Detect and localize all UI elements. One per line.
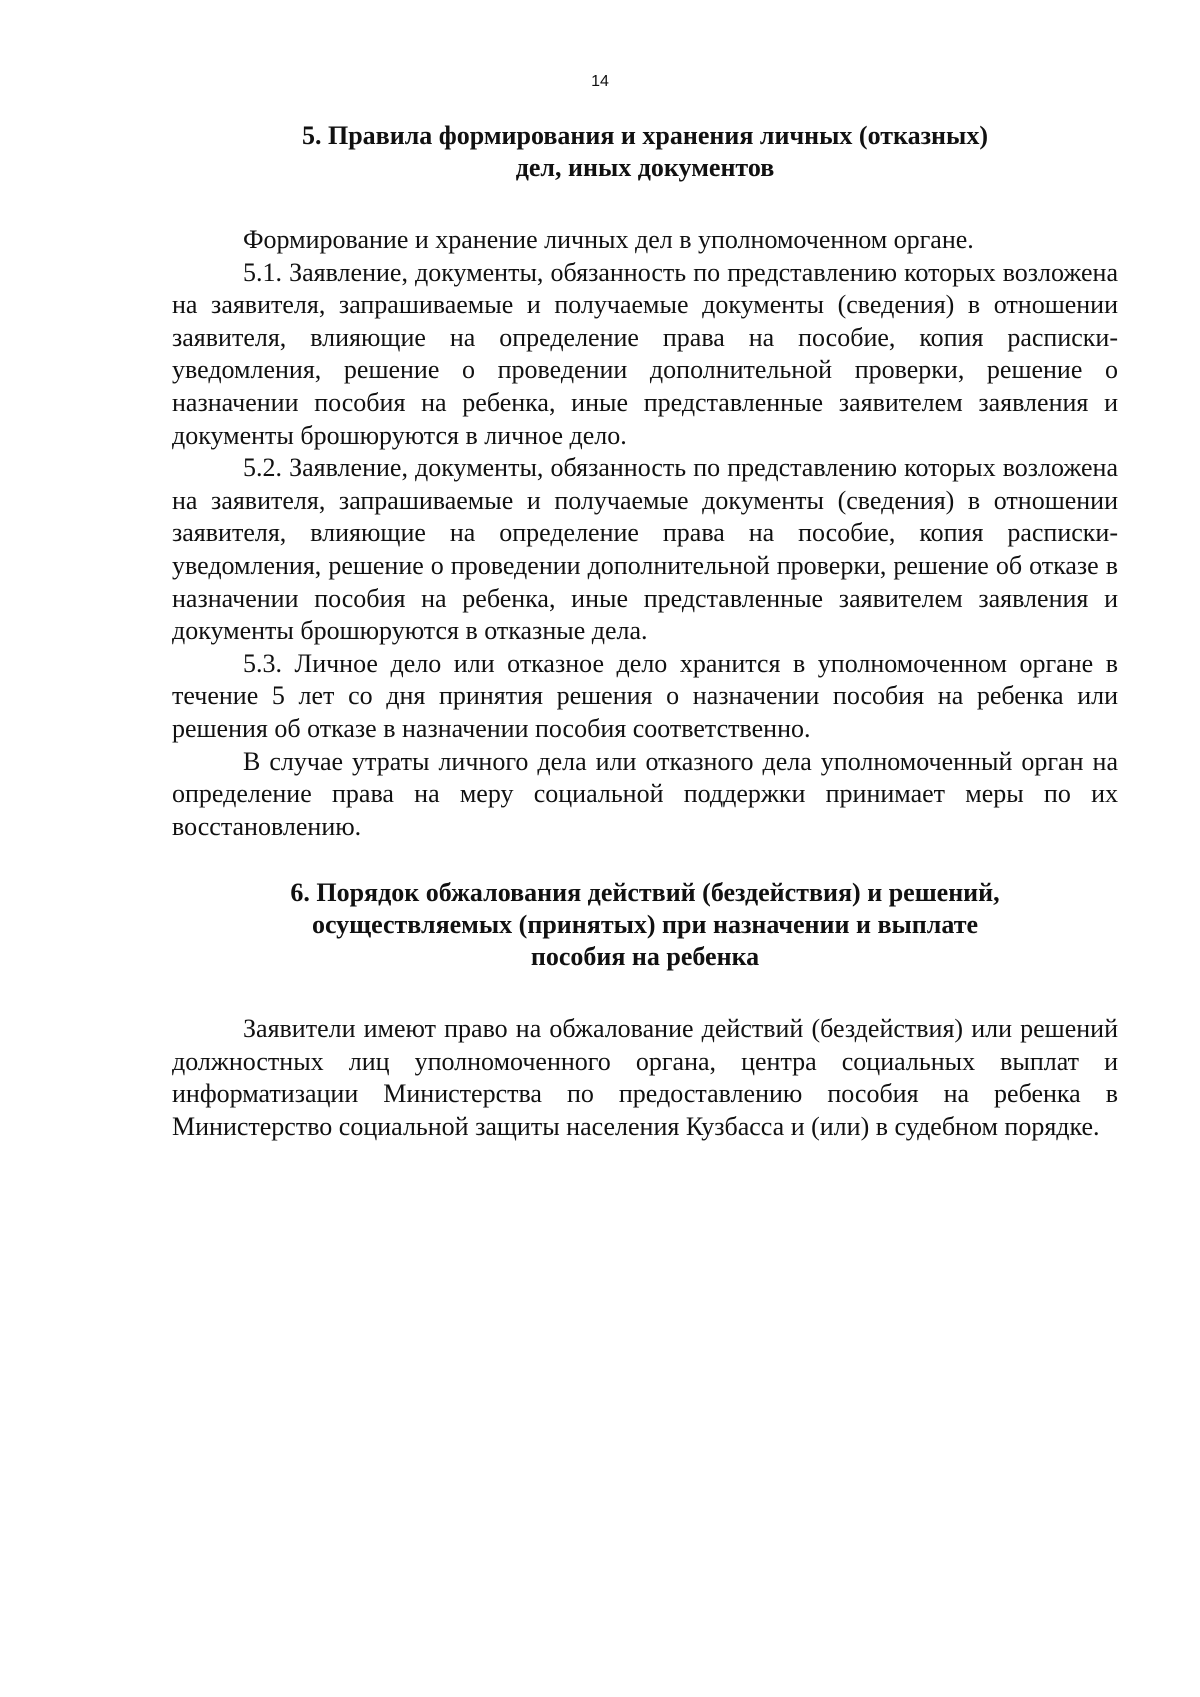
- section-6-heading: [172, 877, 1118, 973]
- paragraph-loss-restoration: В случае утраты личного дела или отказного дела уполномоченный орган на определение права на меру социальной поддержки принимает меры по их восстановлению.: [172, 746, 1118, 841]
- section-6-heading-line: осуществляемых (принятых) при назначении и выплате: [311, 910, 979, 940]
- page-number: 14: [591, 73, 609, 90]
- paragraph-5-2: 5.2. Заявление, документы, обязанность по представлению которых возложена на заявителя, запрашиваемые и получаемые документы (сведения) в отношении заявителя, влияющие на определение права на пособие, копия расписки-уведомления, решение о проведении дополнительной проверки, решение об отказе в назначении пособия на ребенка, иные представленные заявителем заявления и документы брошюруются в отказные дела.: [172, 453, 1118, 646]
- paragraph-5-1: 5.1. Заявление, документы, обязанность по представлению которых возложена на заявителя, запрашиваемые и получаемые документы (сведения) в отношении заявителя, влияющие на определение права на пособие, копия расписки-уведомления, решение о проведении дополнительной проверки, решение о назначении пособия на ребенка, иные представленные заявителем заявления и документы брошюруются в личное дело.: [172, 257, 1118, 450]
- section-5-heading: [172, 120, 1118, 184]
- paragraph-appeal-rights: Заявители имеют право на обжалование действий (бездействия) или решений должностных лиц уполномоченного органа, центра социальных выплат и информатизации Министерства по предоставлению пособия на ребенка в Министерство социальной защиты населения Кузбасса и (или) в судебном порядке.: [172, 1014, 1118, 1142]
- document-body: [172, 120, 1118, 1144]
- paragraph-5-3: 5.3. Личное дело или отказное дело хранится в уполномоченном органе в течение 5 лет со дня принятия решения о назначении пособия на ребенка или решения об отказе в назначении пособия соответственно.: [172, 648, 1118, 743]
- section-5-heading-line: 5. Правила формирования и хранения личных (отказных): [302, 121, 988, 150]
- section-5-intro-paragraph: Формирование и хранение личных дел в уполномоченном органе.: [243, 225, 974, 254]
- section-6-heading-line: 6. Порядок обжалования действий (бездействия) и решений,: [290, 878, 1000, 908]
- section-5-heading-line: дел, иных документов: [515, 153, 775, 182]
- section-6-heading-line: пособия на ребенка: [530, 942, 760, 972]
